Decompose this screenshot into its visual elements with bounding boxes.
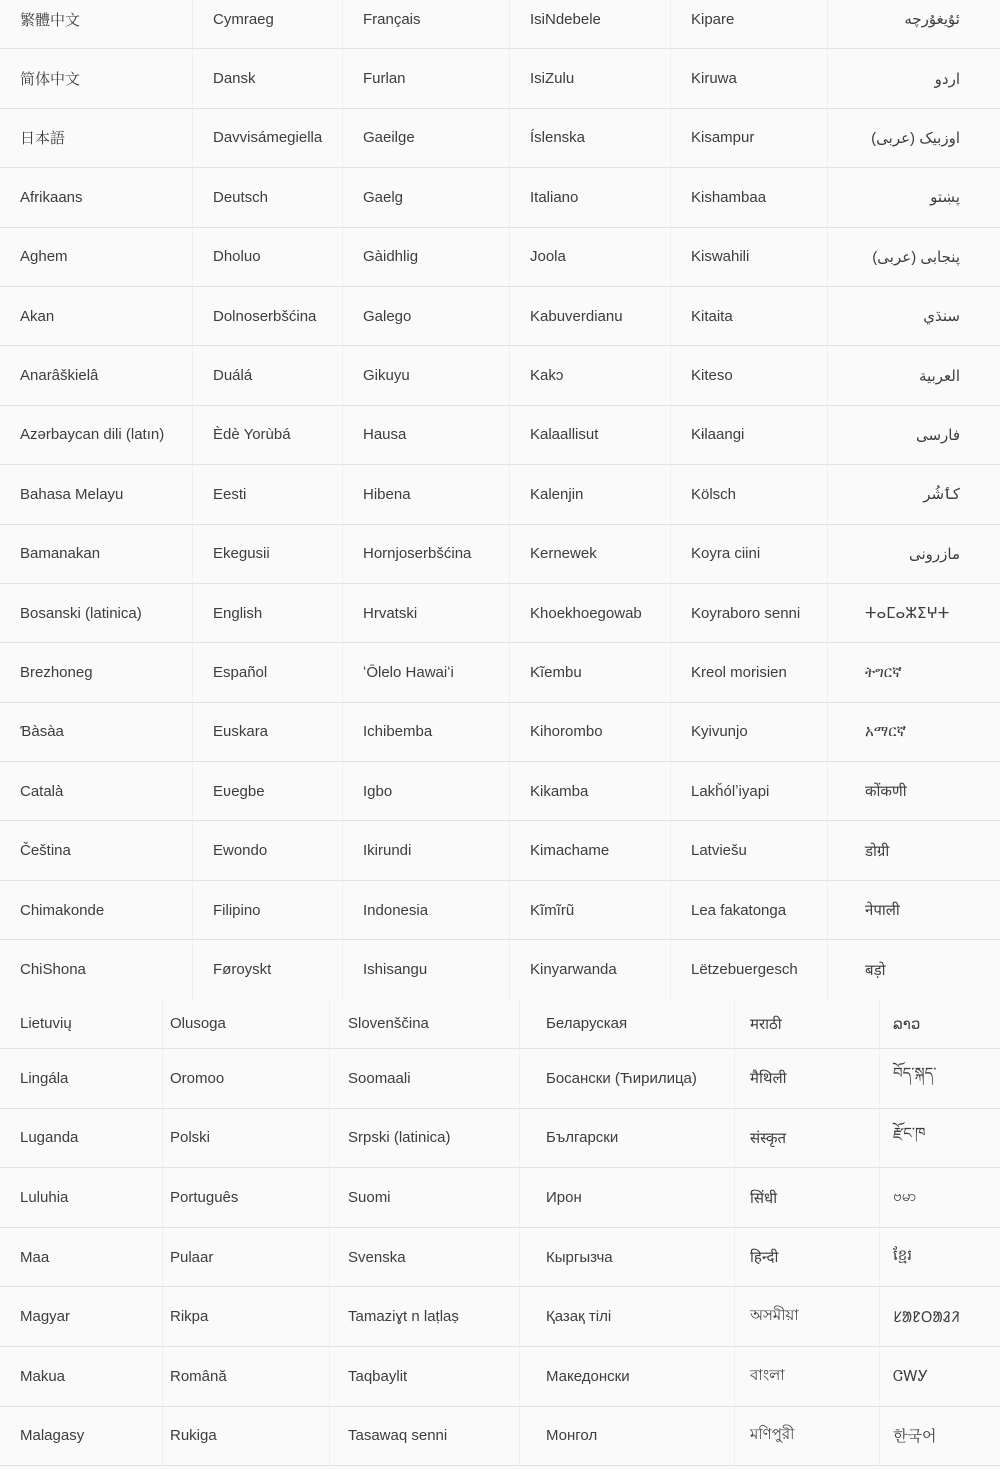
language-option[interactable]: العربية [919,367,960,385]
language-option[interactable]: Dolnoserbšćina [193,287,343,345]
language-option[interactable]: Kabuverdianu [510,287,671,345]
language-option[interactable]: རྫོང་ཁ [893,1124,926,1142]
language-option[interactable]: Kernewek [510,525,671,583]
language-option[interactable]: Filipino [193,881,343,939]
language-option[interactable]: Română [163,1347,330,1406]
language-option[interactable]: Català [0,762,193,820]
language-option[interactable]: Maa [0,1228,163,1287]
language-row [0,703,1000,762]
language-option[interactable]: Khoekhoegowab [510,584,671,642]
language-option[interactable]: Kimachame [510,821,671,879]
language-option[interactable]: አማርኛ [865,723,907,741]
language-option[interactable]: মণিপুরী [735,1407,880,1466]
language-row [0,0,1000,49]
language-option[interactable]: Lietuvių [0,1000,163,1048]
language-row [0,821,1000,880]
language-option[interactable]: Davvisámegiella [193,109,343,167]
language-row [0,762,1000,821]
language-option[interactable]: Hrvatski [343,584,510,642]
language-row [0,346,1000,405]
language-option[interactable]: ʻŌlelo Hawaiʻi [343,643,510,701]
language-option[interactable]: Ирон [520,1168,735,1227]
language-option[interactable]: Kihorombo [510,703,671,761]
language-option[interactable]: ئۇيغۇرچە [904,11,960,29]
language-option[interactable]: Kiswahili [671,228,828,286]
language-option[interactable]: Bosanski (latinica) [0,584,193,642]
language-option[interactable]: Luluhia [0,1168,163,1227]
language-option[interactable]: Galego [343,287,510,345]
language-option[interactable]: Lingála [0,1049,163,1108]
language-option[interactable]: پښتو [930,189,960,207]
language-option[interactable]: Cymraeg [193,0,343,48]
language-option[interactable]: Afrikaans [0,168,193,226]
language-option[interactable]: Kiruwa [671,49,828,107]
language-row [0,940,1000,999]
language-option[interactable]: बड़ो [865,961,886,979]
language-option[interactable]: 日本語 [0,109,193,167]
language-row [0,406,1000,465]
language-row [0,49,1000,108]
language-option[interactable]: Dansk [193,49,343,107]
language-option[interactable]: Azərbaycan dili (latın) [0,406,193,464]
language-option[interactable]: Srpski (latinica) [330,1109,520,1168]
language-option[interactable]: Босански (Ћирилица) [520,1049,735,1108]
language-option[interactable]: Euskara [193,703,343,761]
language-option[interactable]: Luganda [0,1109,163,1168]
language-option[interactable]: Беларуская [520,1000,735,1048]
language-option[interactable]: سنڌي [923,308,960,326]
language-option[interactable]: IsiZulu [510,49,671,107]
language-option[interactable]: Furlan [343,49,510,107]
language-option[interactable]: Akan [0,287,193,345]
language-option[interactable]: Македонски [520,1347,735,1406]
language-option[interactable]: English [193,584,343,642]
language-row [0,228,1000,287]
language-option[interactable]: Taqbaylit [330,1347,520,1406]
language-option[interactable]: Ichibemba [343,703,510,761]
language-grid-bottom [0,1000,1000,1467]
language-option[interactable]: ខ្មែរ [893,1247,913,1265]
language-option[interactable]: 简体中文 [0,49,193,107]
language-option[interactable]: Føroyskt [193,940,343,999]
language-option[interactable]: Қазақ тілі [520,1287,735,1346]
language-option[interactable]: Eʋegbe [193,762,343,820]
language-option[interactable]: Rukiga [163,1407,330,1466]
language-row [0,168,1000,227]
language-option[interactable]: Kreol morisien [671,643,828,701]
language-option[interactable]: Български [520,1109,735,1168]
language-option[interactable]: कोंकणी [865,783,907,801]
language-option[interactable]: Kishambaa [671,168,828,226]
language-row [0,1287,1000,1347]
language-option[interactable]: فارسی [915,426,960,444]
language-option[interactable]: اوزبیک (عربی) [871,129,960,147]
language-option[interactable]: مازرونی [908,545,960,563]
language-option[interactable]: संस्कृत [735,1109,880,1168]
language-option[interactable]: हिन्दी [735,1228,880,1287]
language-row [0,584,1000,643]
language-option[interactable]: অসমীয়া [735,1287,880,1346]
language-option[interactable]: Tasawaq senni [330,1407,520,1466]
language-option[interactable]: Eesti [193,465,343,523]
language-option[interactable]: پنجابی (عربی) [872,248,960,266]
language-row [0,1168,1000,1228]
language-option[interactable]: ဗမာ [893,1187,917,1205]
language-option[interactable]: Lakȟólʼiyapi [671,762,828,820]
language-option[interactable]: ትግርኛ [865,663,902,681]
language-option[interactable]: Rikpa [163,1287,330,1346]
language-option[interactable]: Hausa [343,406,510,464]
language-option[interactable]: Kĩembu [510,643,671,701]
language-option[interactable]: Joola [510,228,671,286]
language-option[interactable]: Svenska [330,1228,520,1287]
language-option[interactable]: Makua [0,1347,163,1406]
language-option[interactable]: Tamaziɣt n laṭlaṣ [330,1287,520,1346]
language-option[interactable]: Indonesia [343,881,510,939]
language-option[interactable]: ᏣᎳᎩ [893,1367,929,1385]
language-option[interactable]: Slovenščina [330,1000,520,1048]
language-option[interactable]: Kinyarwanda [510,940,671,999]
language-option[interactable]: Hibena [343,465,510,523]
language-option[interactable]: Gaeilge [343,109,510,167]
language-option[interactable]: Français [343,0,510,48]
language-option[interactable]: Deutsch [193,168,343,226]
language-option[interactable]: اردو [934,70,960,88]
language-option[interactable]: Brezhoneg [0,643,193,701]
language-option[interactable]: Кыргызча [520,1228,735,1287]
language-option[interactable]: Kikamba [510,762,671,820]
language-option[interactable]: Ikirundi [343,821,510,879]
language-option[interactable]: Kölsch [671,465,828,523]
language-option[interactable]: Kiteso [671,346,828,404]
language-row [0,287,1000,346]
language-option[interactable]: मैथिली [735,1049,880,1108]
language-option[interactable]: Kisampur [671,109,828,167]
language-option[interactable]: Pulaar [163,1228,330,1287]
language-option[interactable]: मराठी [735,1000,880,1048]
language-row [0,525,1000,584]
language-option[interactable]: Hornjoserbšćina [343,525,510,583]
language-row [0,643,1000,702]
language-option[interactable]: Kitaita [671,287,828,345]
language-option[interactable]: 繁體中文 [0,0,193,48]
language-option[interactable]: Èdè Yorùbá [193,406,343,464]
language-option[interactable]: Igbo [343,762,510,820]
language-option[interactable]: Ewondo [193,821,343,879]
language-row [0,1049,1000,1109]
language-option[interactable]: Lëtzebuergesch [671,940,828,999]
language-option[interactable]: Lea fakatonga [671,881,828,939]
language-option[interactable]: Ishisangu [343,940,510,999]
language-option[interactable]: Español [193,643,343,701]
language-option[interactable]: Čeština [0,821,193,879]
language-option[interactable]: Aghem [0,228,193,286]
language-option[interactable]: Bahasa Melayu [0,465,193,523]
language-row [0,881,1000,940]
language-option[interactable]: Polski [163,1109,330,1168]
language-option[interactable]: 한국어 [893,1428,937,1446]
language-row [0,1347,1000,1407]
language-option[interactable]: Dholuo [193,228,343,286]
language-option[interactable]: Olusoga [163,1000,330,1048]
language-option[interactable]: ⵜⴰⵎⴰⵣⵉⵖⵜ [865,605,950,623]
language-option[interactable]: Монгол [520,1407,735,1466]
language-row [0,465,1000,524]
language-option[interactable]: Italiano [510,168,671,226]
language-option[interactable]: सिंधी [735,1168,880,1227]
language-row [0,1407,1000,1467]
language-option[interactable]: বাংলা [735,1347,880,1406]
language-option[interactable]: Kĩmĩrũ [510,881,671,939]
language-option[interactable]: ᱥᱟᱱᱛᱟᱲᱤ [893,1308,960,1326]
language-option[interactable]: Gikuyu [343,346,510,404]
language-option[interactable]: Koyra ciini [671,525,828,583]
language-option[interactable]: Suomi [330,1168,520,1227]
language-option[interactable]: Ekegusii [193,525,343,583]
language-option[interactable]: Duálá [193,346,343,404]
language-option[interactable]: Kyivunjo [671,703,828,761]
language-row [0,1109,1000,1169]
language-option[interactable]: Kipare [671,0,828,48]
language-option[interactable]: Kakɔ [510,346,671,404]
language-row [0,1228,1000,1288]
language-option[interactable]: བོད་སྐད་ [893,1065,937,1083]
language-option[interactable]: Oromoo [163,1049,330,1108]
language-option[interactable]: डोग्री [865,842,890,860]
language-option[interactable]: Kɨlaangi [671,406,828,464]
language-option[interactable]: Kalaallisut [510,406,671,464]
language-option[interactable]: Magyar [0,1287,163,1346]
language-row [0,1000,1000,1049]
language-option[interactable]: Íslenska [510,109,671,167]
language-option[interactable]: Gàidhlig [343,228,510,286]
language-option[interactable]: ChiShona [0,940,193,999]
language-option[interactable]: Chimakonde [0,881,193,939]
language-option[interactable]: Ɓàsàa [0,703,193,761]
language-option[interactable]: IsiNdebele [510,0,671,48]
language-option[interactable]: Anarâškielâ [0,346,193,404]
language-option[interactable]: Koyraboro senni [671,584,828,642]
language-option[interactable]: Latviešu [671,821,828,879]
language-option[interactable]: Malagasy [0,1407,163,1466]
language-option[interactable]: Gaelg [343,168,510,226]
language-option[interactable]: Kalenjin [510,465,671,523]
language-option[interactable]: کٲشُر [923,486,960,504]
language-option[interactable]: नेपाली [865,902,900,920]
language-option[interactable]: Soomaali [330,1049,520,1108]
language-option[interactable]: Bamanakan [0,525,193,583]
language-row [0,109,1000,168]
language-option[interactable]: Português [163,1168,330,1227]
language-option[interactable]: ລາວ [893,1015,921,1033]
